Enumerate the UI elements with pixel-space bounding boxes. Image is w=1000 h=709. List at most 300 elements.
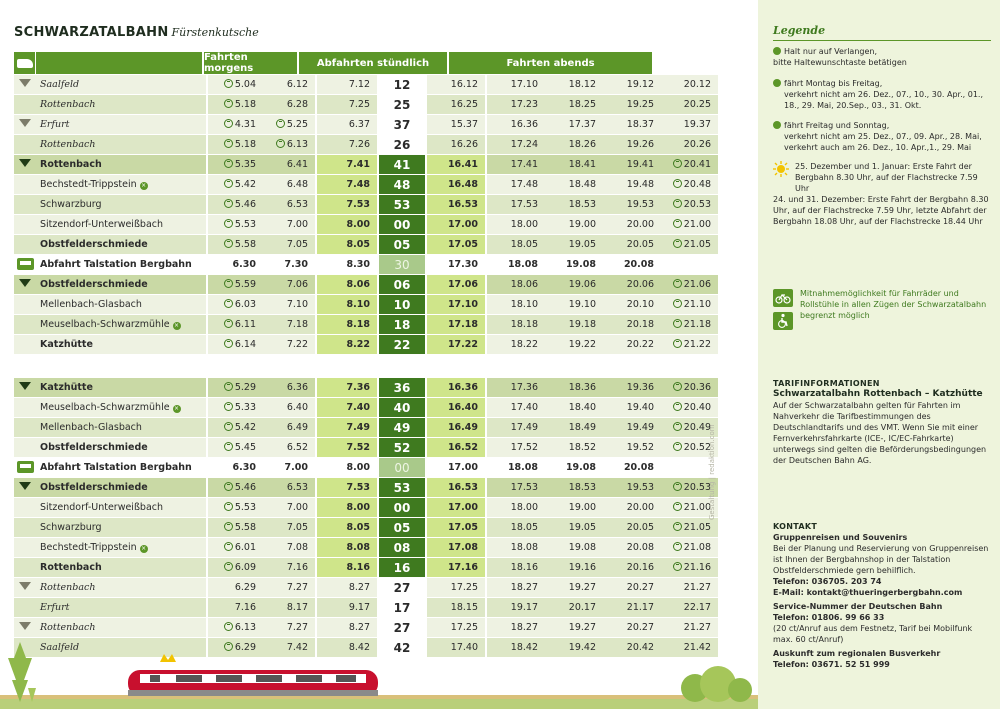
station-name: Schwarzburg: [36, 518, 206, 538]
time-cell: 7.48: [315, 175, 377, 195]
time-cell: 6.52: [263, 438, 315, 458]
row-icon-cell: [14, 378, 36, 398]
time-cell: 7.00: [263, 498, 315, 518]
time-cell: 7.06: [263, 275, 315, 295]
time-cell: 20.08: [603, 538, 661, 558]
minute-cell: 18: [377, 315, 427, 335]
time-cell: 21.10: [661, 295, 718, 315]
time-cell: 20.36: [661, 378, 718, 398]
time-cell: 7.25: [315, 95, 377, 115]
row-icon-cell: [14, 295, 36, 315]
time-cell: 19.41: [603, 155, 661, 175]
weekday-marker-icon: [224, 482, 233, 491]
row-icon-cell: [14, 418, 36, 438]
time-cell: 20.41: [661, 155, 718, 175]
time-cell: 6.53: [263, 195, 315, 215]
time-cell: 9.17: [315, 598, 377, 618]
time-cell: 8.10: [315, 295, 377, 315]
station-name: Saalfeld: [36, 75, 206, 95]
time-cell: 6.53: [263, 478, 315, 498]
row-icon-cell: [14, 275, 36, 295]
row-icon-cell: [14, 215, 36, 235]
row-icon-cell: [14, 175, 36, 195]
weekday-marker-icon: [673, 382, 682, 391]
time-cell: 19.22: [545, 335, 603, 355]
time-cell: 21.05: [661, 518, 718, 538]
table-row: [14, 458, 718, 478]
weekday-marker-icon: [224, 279, 233, 288]
time-cell: 20.25: [661, 95, 718, 115]
row-icon-cell: [14, 135, 36, 155]
minute-cell: 41: [377, 155, 427, 175]
time-cell: 18.18: [485, 315, 545, 335]
weekday-marker-icon: [224, 402, 233, 411]
evening-header: Fahrten abends: [449, 52, 652, 74]
station-name: Rottenbach: [36, 155, 206, 175]
time-cell: 6.36: [263, 378, 315, 398]
time-cell: 8.00: [315, 498, 377, 518]
time-cell: 5.46: [206, 195, 263, 215]
weekday-marker-icon: [224, 422, 233, 431]
minute-cell: 05: [377, 235, 427, 255]
time-cell: 19.16: [545, 558, 603, 578]
time-cell: 17.41: [485, 155, 545, 175]
time-cell: 5.42: [206, 175, 263, 195]
table-row: [14, 438, 718, 458]
station-name: Rottenbach: [36, 578, 206, 598]
time-cell: 6.30: [206, 255, 263, 275]
time-cell: 20.10: [603, 295, 661, 315]
time-cell: 7.00: [263, 215, 315, 235]
time-cell: 20.05: [603, 235, 661, 255]
table-row: [14, 315, 718, 335]
accessibility-note: Mitnahmemöglichkeit für Fahrräder und Rollstühle in allen Zügen der Schwarzatalbahn begrenzt möglich: [800, 289, 987, 320]
time-cell: 7.12: [315, 75, 377, 95]
time-cell: 18.22: [485, 335, 545, 355]
time-cell: 7.41: [315, 155, 377, 175]
station-name: Rottenbach: [36, 95, 206, 115]
time-cell: 8.30: [315, 255, 377, 275]
time-cell: 20.12: [661, 75, 718, 95]
time-cell: 5.45: [206, 438, 263, 458]
minute-cell: 08: [377, 538, 427, 558]
request-stop-icon: ×: [174, 322, 180, 329]
weekday-marker-icon: [673, 422, 682, 431]
time-cell: 18.00: [485, 215, 545, 235]
minute-cell: 25: [377, 95, 427, 115]
minute-cell: 53: [377, 478, 427, 498]
station-name: Abfahrt Talstation Bergbahn: [36, 255, 206, 275]
time-cell: 18.42: [485, 638, 545, 658]
time-cell: 6.49: [263, 418, 315, 438]
weekday-marker-icon: [224, 382, 233, 391]
time-cell: 16.36: [427, 378, 485, 398]
time-cell: 16.53: [427, 195, 485, 215]
time-cell: 20.00: [603, 498, 661, 518]
row-icon-cell: [14, 538, 36, 558]
time-cell: 6.41: [263, 155, 315, 175]
time-cell: 8.05: [315, 518, 377, 538]
row-icon-cell: [14, 75, 36, 95]
station-name: Sitzendorf-Unterweißbach: [36, 215, 206, 235]
time-cell: 4.31: [206, 115, 263, 135]
minute-cell: 37: [377, 115, 427, 135]
station-name: Meuselbach-Schwarzmühle ×: [36, 398, 206, 418]
weekday-marker-icon: [224, 119, 233, 128]
time-cell: 5.53: [206, 498, 263, 518]
time-cell: 18.08: [485, 538, 545, 558]
row-icon-cell: [14, 498, 36, 518]
direction-arrow-icon: [19, 119, 31, 127]
station-name: Bechstedt-Trippstein ×: [36, 538, 206, 558]
weekday-marker-icon: [224, 522, 233, 531]
row-icon-cell: [14, 115, 36, 135]
time-cell: 16.26: [427, 135, 485, 155]
time-cell: 5.42: [206, 418, 263, 438]
minute-cell: 42: [377, 638, 427, 658]
time-cell: 19.00: [545, 498, 603, 518]
bicycle-icon: [773, 289, 793, 307]
weekday-marker-icon: [224, 622, 233, 631]
time-cell: 17.53: [485, 195, 545, 215]
time-cell: 5.58: [206, 518, 263, 538]
time-cell: 17.18: [427, 315, 485, 335]
table-row: [14, 215, 718, 235]
time-cell: 18.52: [545, 438, 603, 458]
time-cell: 18.48: [545, 175, 603, 195]
time-cell: 21.08: [661, 538, 718, 558]
time-cell: 17.40: [485, 398, 545, 418]
time-cell: 16.40: [427, 398, 485, 418]
time-cell: 8.00: [315, 458, 377, 478]
table-row: [14, 255, 718, 275]
time-cell: 6.30: [206, 458, 263, 478]
time-cell: 17.25: [427, 618, 485, 638]
time-cell: 21.18: [661, 315, 718, 335]
weekday-marker-icon: [673, 159, 682, 168]
legend-holidays: 25. Dezember und 1. Januar: Erste Fahrt der Bergbahn 8.30 Uhr, auf der Flachstrecke 7.59 Uhr 24. und 31. Dezember: Erste Fahrt der Bergbahn 8.30 Uhr, auf der Flachstrecke 7.59 Uhr, letzte Abfahrt der Bergbahn 18.08 Uhr, auf der Flachstrecke 18.44 Uhr: [773, 162, 989, 226]
time-cell: 19.06: [545, 275, 603, 295]
time-cell: 18.00: [485, 498, 545, 518]
time-cell: 5.25: [263, 115, 315, 135]
time-cell: 19.53: [603, 478, 661, 498]
time-cell: 17.08: [427, 538, 485, 558]
time-cell: 6.14: [206, 335, 263, 355]
row-icon-cell: [14, 458, 36, 478]
email-link[interactable]: E-Mail: kontakt@thueringerbergbahn.com: [773, 588, 963, 597]
time-cell: 19.08: [545, 458, 603, 478]
weekday-marker-icon: [224, 502, 233, 511]
table-row: [14, 538, 718, 558]
table-row: [14, 418, 718, 438]
weekday-marker-icon: [224, 79, 233, 88]
station-name: Meuselbach-Schwarzmühle ×: [36, 315, 206, 335]
minute-cell: 52: [377, 438, 427, 458]
request-stop-icon: [773, 47, 781, 55]
time-cell: [661, 255, 718, 275]
time-cell: 20.06: [603, 275, 661, 295]
time-cell: 20.49: [661, 418, 718, 438]
station-name: Abfahrt Talstation Bergbahn: [36, 458, 206, 478]
weekday-marker-icon: [224, 442, 233, 451]
table-row: [14, 75, 718, 95]
time-cell: 7.26: [315, 135, 377, 155]
mon-fri-icon: [773, 79, 781, 87]
table-row: [14, 558, 718, 578]
weekday-marker-icon: [673, 482, 682, 491]
time-cell: 20.48: [661, 175, 718, 195]
time-cell: 20.08: [603, 458, 661, 478]
time-cell: 17.05: [427, 235, 485, 255]
time-cell: 21.05: [661, 235, 718, 255]
kontakt-section: KONTAKT Gruppenreisen und Souvenirs Bei der Planung und Reservierung von Gruppenreisen ist Ihnen der Bergbahnshop in der Talstation Obstfelderschmiede gern behilflich. Telefon: 036705. 203 74 E-Mail: kontakt@thueringerbergbahn.com Service-Nummer der Deutschen Bahn Telefon: 01806. 99 66 33 (20 ct/Anruf aus dem Festnetz, Tarif bei Mobilfunk max. 60 ct/Anruf) Auskunft zum regionalen Busverkehr Telefon: 03671. 52 51 999: [773, 521, 991, 670]
request-stop-icon: ×: [141, 545, 147, 552]
time-cell: 16.36: [485, 115, 545, 135]
table-row: [14, 235, 718, 255]
station-name: Schwarzburg: [36, 195, 206, 215]
timetable-outbound: [14, 75, 718, 355]
time-cell: 8.22: [315, 335, 377, 355]
time-cell: 17.23: [485, 95, 545, 115]
time-cell: 5.58: [206, 235, 263, 255]
time-cell: 6.29: [206, 638, 263, 658]
direction-arrow-icon: [19, 382, 31, 390]
minute-cell: 00: [377, 215, 427, 235]
time-cell: 7.27: [263, 578, 315, 598]
time-cell: 7.05: [263, 518, 315, 538]
row-icon-cell: [14, 255, 36, 275]
weekday-marker-icon: [224, 299, 233, 308]
minute-cell: 10: [377, 295, 427, 315]
direction-arrow-icon: [19, 482, 31, 490]
minute-cell: 36: [377, 378, 427, 398]
time-cell: 7.36: [315, 378, 377, 398]
time-cell: 21.16: [661, 558, 718, 578]
time-cell: 19.53: [603, 195, 661, 215]
weekday-marker-icon: [276, 119, 285, 128]
weekday-marker-icon: [224, 319, 233, 328]
time-cell: 7.00: [263, 458, 315, 478]
credit: Gestaltung | redaktion.com: [708, 424, 716, 520]
time-cell: 20.27: [603, 618, 661, 638]
time-cell: 8.05: [315, 235, 377, 255]
weekday-marker-icon: [673, 542, 682, 551]
time-cell: 20.53: [661, 478, 718, 498]
table-row: [14, 578, 718, 598]
time-cell: 16.25: [427, 95, 485, 115]
time-cell: 18.10: [485, 295, 545, 315]
station-name: Bechstedt-Trippstein ×: [36, 175, 206, 195]
station-name: Erfurt: [36, 598, 206, 618]
time-cell: 19.52: [603, 438, 661, 458]
morning-header: Fahrten morgens: [204, 52, 297, 74]
weekday-marker-icon: [673, 239, 682, 248]
time-cell: 6.12: [263, 75, 315, 95]
time-cell: 5.18: [206, 95, 263, 115]
time-cell: 16.53: [427, 478, 485, 498]
minute-cell: 16: [377, 558, 427, 578]
time-cell: 18.08: [485, 255, 545, 275]
weekday-marker-icon: [224, 139, 233, 148]
row-icon-cell: [14, 618, 36, 638]
time-cell: 20.16: [603, 558, 661, 578]
request-stop-icon: ×: [174, 405, 180, 412]
time-cell: 7.22: [263, 335, 315, 355]
minute-cell: 06: [377, 275, 427, 295]
table-row: [14, 335, 718, 355]
time-cell: 17.49: [485, 418, 545, 438]
station-name: Katzhütte: [36, 378, 206, 398]
time-cell: 6.13: [206, 618, 263, 638]
time-cell: 18.26: [545, 135, 603, 155]
table-row: [14, 155, 718, 175]
time-cell: 7.52: [315, 438, 377, 458]
fri-sun-icon: [773, 121, 781, 129]
time-cell: 16.48: [427, 175, 485, 195]
weekday-marker-icon: [673, 442, 682, 451]
time-cell: 5.29: [206, 378, 263, 398]
time-cell: 17.22: [427, 335, 485, 355]
time-cell: 6.37: [315, 115, 377, 135]
weekday-marker-icon: [673, 219, 682, 228]
time-cell: 20.27: [603, 578, 661, 598]
time-cell: 17.00: [427, 458, 485, 478]
row-icon-cell: [14, 398, 36, 418]
time-cell: 18.41: [545, 155, 603, 175]
time-cell: 21.27: [661, 618, 718, 638]
legend-mon-fri: fährt Montag bis Freitag, verkehrt nicht am 26. Dez., 07., 10., 30. Apr., 01., 18., 29. Mai, 20.Sep., 03., 31. Okt.: [773, 78, 991, 111]
time-cell: 7.40: [315, 398, 377, 418]
time-cell: 19.27: [545, 618, 603, 638]
time-cell: 17.48: [485, 175, 545, 195]
time-cell: 17.37: [545, 115, 603, 135]
minute-cell: 49: [377, 418, 427, 438]
row-icon-cell: [14, 235, 36, 255]
time-cell: 7.08: [263, 538, 315, 558]
direction-arrow-icon: [19, 582, 31, 590]
table-row: [14, 275, 718, 295]
station-name: Rottenbach: [36, 558, 206, 578]
table-row: [14, 115, 718, 135]
time-cell: 7.27: [263, 618, 315, 638]
time-cell: 8.17: [263, 598, 315, 618]
weekday-marker-icon: [224, 339, 233, 348]
wheelchair-icon: [773, 312, 793, 330]
time-cell: 20.05: [603, 518, 661, 538]
time-cell: 17.24: [485, 135, 545, 155]
time-cell: 17.06: [427, 275, 485, 295]
row-icon-cell: [14, 558, 36, 578]
time-cell: 8.27: [315, 578, 377, 598]
time-cell: 17.00: [427, 498, 485, 518]
direction-arrow-icon: [19, 622, 31, 630]
stations-header: [36, 52, 202, 74]
time-cell: 21.06: [661, 275, 718, 295]
time-cell: 20.42: [603, 638, 661, 658]
time-cell: 19.05: [545, 235, 603, 255]
time-cell: 18.08: [485, 458, 545, 478]
weekday-marker-icon: [224, 542, 233, 551]
minute-cell: 17: [377, 598, 427, 618]
weekday-marker-icon: [224, 219, 233, 228]
time-cell: 21.42: [661, 638, 718, 658]
landscape-illustration: [0, 640, 758, 709]
minute-cell: 26: [377, 135, 427, 155]
station-name: Obstfelderschmiede: [36, 235, 206, 255]
train-header-cell: [14, 52, 35, 74]
table-row: [14, 195, 718, 215]
weekday-marker-icon: [673, 502, 682, 511]
page-title: SCHWARZATALBAHN Fürstenkutsche: [14, 25, 259, 40]
time-cell: 8.06: [315, 275, 377, 295]
time-cell: 19.37: [661, 115, 718, 135]
time-cell: 17.10: [427, 295, 485, 315]
weekday-marker-icon: [276, 139, 285, 148]
minute-cell: 00: [377, 458, 427, 478]
table-row: [14, 618, 718, 638]
time-cell: 19.00: [545, 215, 603, 235]
weekday-marker-icon: [673, 299, 682, 308]
time-cell: 20.26: [661, 135, 718, 155]
time-cell: 16.12: [427, 75, 485, 95]
minute-cell: 22: [377, 335, 427, 355]
time-cell: 7.05: [263, 235, 315, 255]
station-name: Rottenbach: [36, 618, 206, 638]
time-cell: 18.06: [485, 275, 545, 295]
time-cell: 6.03: [206, 295, 263, 315]
time-cell: 7.49: [315, 418, 377, 438]
funicular-icon: [17, 461, 34, 473]
legend-title: Legende: [773, 24, 826, 37]
table-row: [14, 295, 718, 315]
time-cell: 21.00: [661, 215, 718, 235]
time-cell: 19.08: [545, 255, 603, 275]
time-cell: 17.05: [427, 518, 485, 538]
time-cell: 18.40: [545, 398, 603, 418]
time-cell: 15.37: [427, 115, 485, 135]
station-name: Sitzendorf-Unterweißbach: [36, 498, 206, 518]
station-name: Mellenbach-Glasbach: [36, 295, 206, 315]
time-cell: 5.33: [206, 398, 263, 418]
time-cell: 18.05: [485, 235, 545, 255]
time-cell: 8.00: [315, 215, 377, 235]
time-cell: 6.48: [263, 175, 315, 195]
time-cell: 5.59: [206, 275, 263, 295]
time-cell: 20.17: [545, 598, 603, 618]
weekday-marker-icon: [224, 99, 233, 108]
time-cell: 16.41: [427, 155, 485, 175]
station-name: Rottenbach: [36, 135, 206, 155]
direction-arrow-icon: [19, 159, 31, 167]
minute-cell: 53: [377, 195, 427, 215]
weekday-marker-icon: [673, 279, 682, 288]
time-cell: 19.27: [545, 578, 603, 598]
time-cell: 18.37: [603, 115, 661, 135]
legend-request-stop: Halt nur auf Verlangen, bitte Haltewunschtaste betätigen: [773, 47, 907, 67]
time-cell: 19.08: [545, 538, 603, 558]
row-icon-cell: [14, 478, 36, 498]
time-cell: 7.16: [206, 598, 263, 618]
time-cell: 8.18: [315, 315, 377, 335]
minute-cell: 12: [377, 75, 427, 95]
time-cell: 7.16: [263, 558, 315, 578]
row-icon-cell: [14, 95, 36, 115]
time-cell: 7.18: [263, 315, 315, 335]
weekday-marker-icon: [673, 402, 682, 411]
time-cell: 5.53: [206, 215, 263, 235]
minute-cell: 27: [377, 578, 427, 598]
direction-arrow-icon: [19, 279, 31, 287]
